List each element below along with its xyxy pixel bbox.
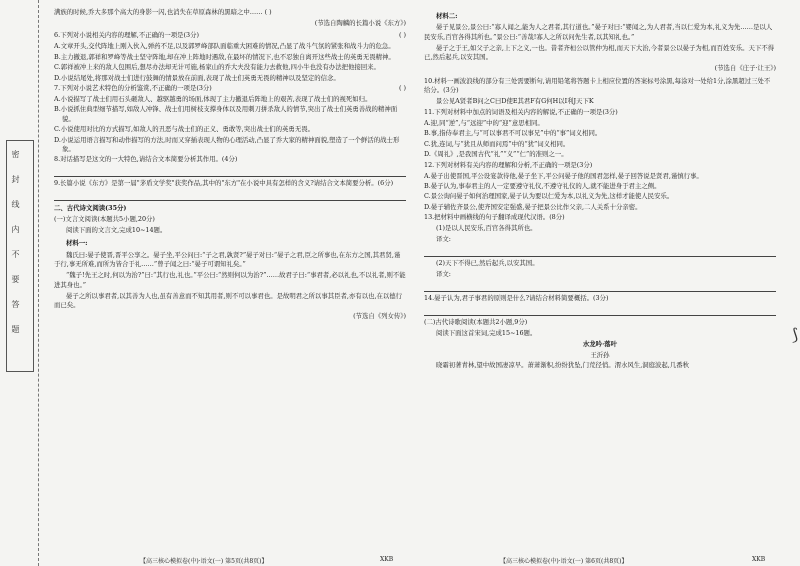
q7-option-a: A.小说描写了战士们用石头砸敌人、越驱越勇的场面,体现了主力撤退后阵地上的艰苦,表现了战士们的视死如归。 <box>54 95 372 104</box>
question-6: 6.下列对小说相关内容的理解,不正确的一项是(3分) ( ) <box>54 31 406 40</box>
answer-bracket: ( ) <box>398 84 406 93</box>
binding-label: 内 <box>11 225 20 234</box>
q11-option-d: D.《周礼》,是我国古代“礼”“义”“仁”的准则之一。 <box>424 150 568 159</box>
story-source: (节选自陶麟的长篇小说《东方》) <box>314 19 406 27</box>
q11-option-c: C.犹,连词,与“犹且从师而问焉”中的“犹”词义相同。 <box>424 139 570 148</box>
binding-label: 不 <box>11 250 20 259</box>
binding-label: 题 <box>11 325 20 334</box>
q13-sentence-1: (1)是以人民安乐,百官各得其所也。 <box>436 224 537 233</box>
answer-line[interactable] <box>54 166 406 177</box>
binding-label: 答 <box>11 300 20 309</box>
question-9: 9.长篇小说《东方》是第一届"茅盾文学奖"获奖作品,其中的"东方"在小说中具有怎样的含义?请结合文本简要分析。(6分) <box>54 179 394 188</box>
answer-line[interactable] <box>424 305 776 316</box>
material-2-text: 晏子见景公,景公曰:“寡人闻之,能为人之君者,其行道也。”晏子对曰:“婴闻之,为人君者,当以仁爱为本,礼义为先……是以人民安乐,百官各得其所也。”景公曰:“善哉!寡人之所以问先生者,以其知礼也。” <box>424 23 773 41</box>
q11-option-b: B.事,指侍奉君主,与“可以事君不可以事兄”中的“事”词义相同。 <box>424 129 602 138</box>
q12-option-c: C.景公询问晏子如何治理国家,晏子认为要以仁爱为本,以礼义为先,这样才能使人民安乐。 <box>424 192 674 201</box>
material-2-title: 材料二: <box>436 12 458 20</box>
q10-sentence[interactable]: 景公见A贤者B问之C曰D使E其君F有G何H以I利J天下K <box>436 97 594 106</box>
q6-option-a: A.文章开头,交代阵地上刚入伙入,弹药不足,以及郭罗峰部队面临重大困难的情况,凸显了战斗气氛的紧张和战斗力的危急。 <box>54 42 395 51</box>
material-2-source: (节选自《庄子·让王》) <box>714 64 776 73</box>
pencil-mark-icon: ⟆ <box>791 325 798 344</box>
question-13: 13.把材料中画横线的句子翻译成现代汉语。(8分) <box>424 213 565 222</box>
question-10: 10.材料一画波浪线的部分有三处需要断句,请用铅笔将答题卡上相应位置的答案标号涂黑,每涂对一处给1分,涂黑超过三处不给分。(3分) <box>424 76 771 95</box>
material-1-title: 材料一: <box>66 239 88 248</box>
question-8: 8.对话描写是这文的一大特色,请结合文本简要分析其作用。(4分) <box>54 155 238 164</box>
q6-option-b: B.主力撤退,郭祥和罗峰等战士坚守阵地,却在冲上阵地时遇敌,在最坏的情况下,也不忍独自离开这些战士的英勇无畏精神。 <box>54 52 395 61</box>
q11-option-a: A.迎,同“逆”,与“远迎”中的“迎”意思相同。 <box>424 119 544 128</box>
section-title: 二、古代诗文阅读(35分) <box>54 204 127 213</box>
left-footer: 【高三核心模拟卷(中)·语文(一) 第5页(共8页)】 <box>140 558 268 565</box>
translation-label: 译文: <box>436 270 451 279</box>
material-1-text: “魏子!先王之时,何以为治?”曰:“其行也,礼也。”平公曰:“然则何以为治?”……故君子曰:“事君者,必以礼也,不以礼者,则不能进其身也。” <box>54 271 406 289</box>
binding-label: 密 <box>11 150 20 159</box>
q13-sentence-2: (2)天下不得已,然后起兵,以安其国。 <box>436 259 539 268</box>
question-11: 11.下列对材料中加点的词语及相关内容的解说,不正确的一项是(3分) <box>424 108 618 117</box>
right-page <box>424 8 776 548</box>
story-ending: 满族的时候,乔大多那个高大的身影一闪,也消失在草原森林的黑暗之中…… ( ) <box>54 8 272 16</box>
binding-label: 封 <box>11 175 20 184</box>
q7-option-b: B.小说抓住典型细节描写,如敌人冲锋、战士们用树枝支撑身体以及用刺刀拼杀敌人的情节,突出了战士们英勇善战的精神面貌。 <box>54 105 398 123</box>
instruction: 阅读下面这首宋词,完成15~16题。 <box>436 329 537 338</box>
q12-option-b: B.晏子认为,事奉君主的人一定要遵守礼仪,不遵守礼仪的人,就不能进身于君主之侧。 <box>424 182 661 191</box>
left-footer-code: XKB <box>380 556 394 563</box>
poem-text: 晓霜初著青林,望中故国凄凉早。萧萧渐积,纷纷犹坠,门荒径悄。渭水风生,洞庭波起,几番秋 <box>436 361 689 370</box>
material-2-text: 晏子之于王,如父子之亲,上下之义,一也。昔者齐桓公以管仲为相,而天下大治,今者景公以晏子为相,而百姓安乐。天下不得已,然后起兵,以安其国。 <box>424 43 775 62</box>
q7-option-d: D.小说运用语言描写和动作描写的方法,时而又穿插表现人物的心理活动,凸显了乔大家的精神面貌,塑造了一个鲜活的战士形象。 <box>54 135 400 154</box>
binding-label: 要 <box>11 275 20 284</box>
q6-option-d: D.小说结尾处,将那对战士们进行鼓舞的情景放在前面,表现了战士们英勇无畏的精神以及坚定的信念。 <box>54 73 340 82</box>
answer-line[interactable] <box>424 246 776 257</box>
poem-title: 水龙吟·落叶 <box>582 340 618 349</box>
poem-author: 王沂孙 <box>590 350 610 359</box>
question-7: 7.下列对小说艺术特色的分析鉴赏,不正确的一项是(3分) ( ) <box>54 84 406 93</box>
question-14: 14.晏子认为,君子事君的原则是什么?请结合材料简要概括。(3分) <box>424 294 609 303</box>
q12-option-a: A.晏子出使晋国,平公设宴款待他,晏子坐下,平公问晏子他的国君怎样,晏子回答说是贤君,谨慎行事。 <box>424 171 703 180</box>
binding-margin <box>0 0 39 566</box>
right-footer-code: XKB <box>752 556 766 563</box>
subsection-title: (二)古代诗歌阅读(本题共2小题,9分) <box>424 318 528 327</box>
q12-option-d: D.晏子辅佐齐景公,使齐国安定强盛,晏子把景公比作父亲,二人关系十分亲密。 <box>424 202 642 211</box>
answer-line[interactable] <box>54 190 406 201</box>
binding-label: 线 <box>11 200 20 209</box>
material-1-source: (节选自《列女传》) <box>353 311 406 320</box>
material-1-text: 晏子之所以事君者,以其善为人也,虽有善意而不知其用者,则不可以事君也。是故明君之所以事其臣者,亦有以也,在以德行而已矣。 <box>54 291 403 309</box>
answer-bracket: ( ) <box>398 31 406 40</box>
q6-option-c: C.郭祥被冲上来的敌人包围后,想尽办法却无计可施,杨家山的乔大夫没有能力去救他,四小牛也没有办法把他接回来。 <box>54 63 380 72</box>
mark: ( ) <box>264 8 272 16</box>
question-12: 12.下列对材料有关内容的理解和分析,不正确的一项是(3分) <box>424 160 593 169</box>
q7-option-c: C.小说使用对比的方式描写,如敌人的丑恶与战士们的正义、勇敢等,突出战士们的英勇无畏。 <box>54 125 314 134</box>
answer-line[interactable] <box>424 281 776 292</box>
material-1-text: 魏氏曰:晏子使晋,晋平公享之。晏子坐,平公问曰:“子之君,孰贤?”晏子对曰:“晏子之君,臣之所事也,在东方之国,其君贤,谨于行,事无所难,而所为皆合于礼……”曾子闻之曰:“晏子可谓知礼矣。” <box>54 250 401 269</box>
translation-label: 译文: <box>436 235 451 244</box>
subsection-title: (一)文言文阅读(本题共5小题,20分) <box>54 214 155 223</box>
instruction: 阅读下面的文言文,完成10~14题。 <box>66 225 167 234</box>
left-page <box>54 8 406 548</box>
right-footer: 【高三核心模拟卷(中)·语文(一) 第6页(共8页)】 <box>500 558 628 565</box>
